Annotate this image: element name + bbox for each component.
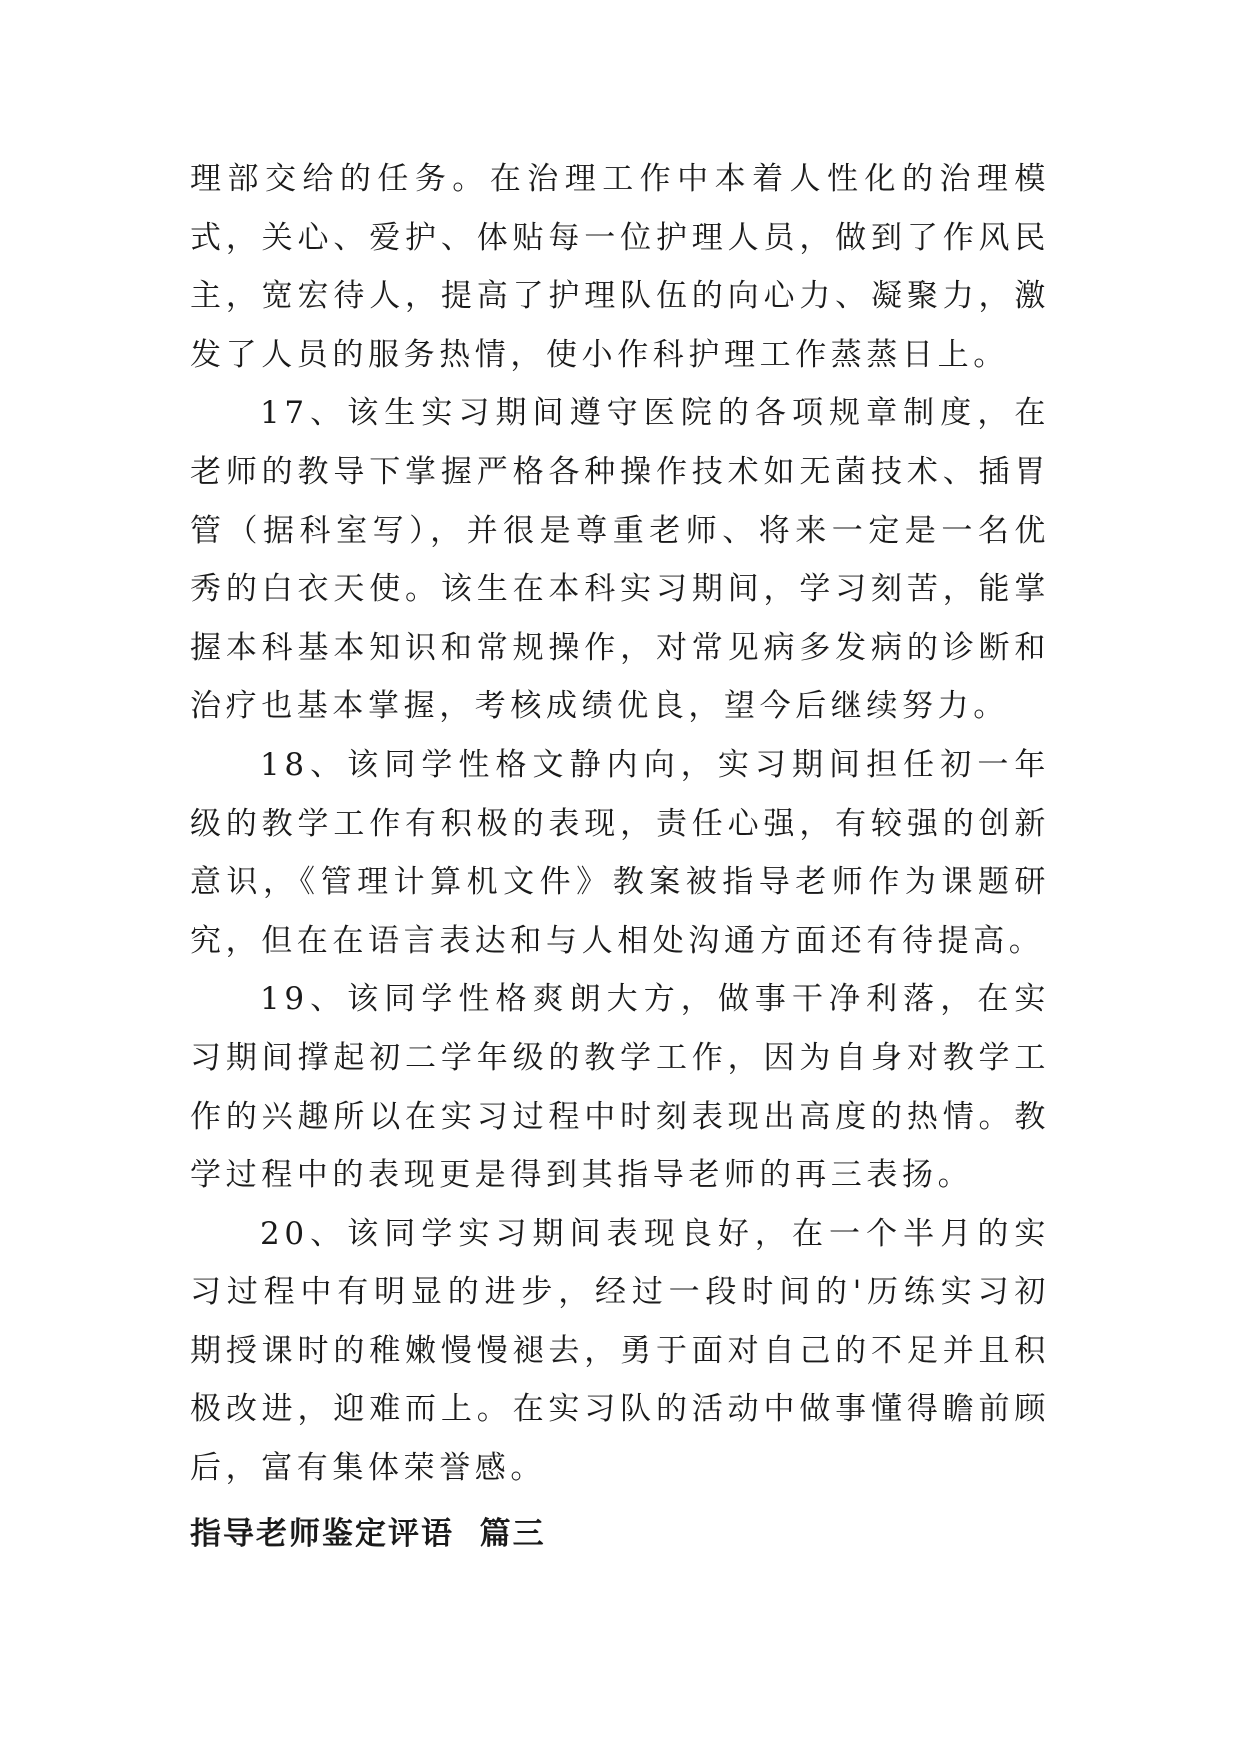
paragraph-item-20: 20、该同学实习期间表现良好，在一个半月的实习过程中有明显的进步，经过一段时间的'历练实习初期授课时的稚嫩慢慢褪去，勇于面对自己的不足并且积极改进，迎难而上。在实习队的活动中做事懂得瞻前顾后，富有集体荣誉感。	[190, 1215, 1050, 1487]
paragraph-item-18: 18、该同学性格文静内向，实习期间担任初一年级的教学工作有积极的表现，责任心强，有较强的创新意识，《管理计算机文件》教案被指导老师作为课题研究，但在在语言表达和与人相处沟通方面还有待提高。	[190, 746, 1050, 959]
paragraph-item-19: 19、该同学性格爽朗大方，做事干净利落，在实习期间撑起初二学年级的教学工作，因为自身对教学工作的兴趣所以在实习过程中时刻表现出高度的热情。教学过程中的表现更是得到其指导老师的再三表扬。	[190, 981, 1050, 1194]
paragraph-continuation: 理部交给的任务。在治理工作中本着人性化的治理模式，关心、爱护、体贴每一位护理人员，做到了作风民主，宽宏待人，提高了护理队伍的向心力、凝聚力，激发了人员的服务热情，使小作科护理工作蒸蒸日上。	[190, 161, 1050, 373]
document-body	[190, 150, 1050, 1498]
section-heading: 指导老师鉴定评语 篇三	[190, 1516, 546, 1552]
paragraph-item-17: 17、该生实习期间遵守医院的各项规章制度，在老师的教导下掌握严格各种操作技术如无菌技术、插胃管（据科室写），并很是尊重老师、将来一定是一名优秀的白衣天使。该生在本科实习期间，学习刻苦，能掌握本科基本知识和常规操作，对常见病多发病的诊断和治疗也基本掌握，考核成绩优良，望今后继续努力。	[190, 395, 1050, 725]
